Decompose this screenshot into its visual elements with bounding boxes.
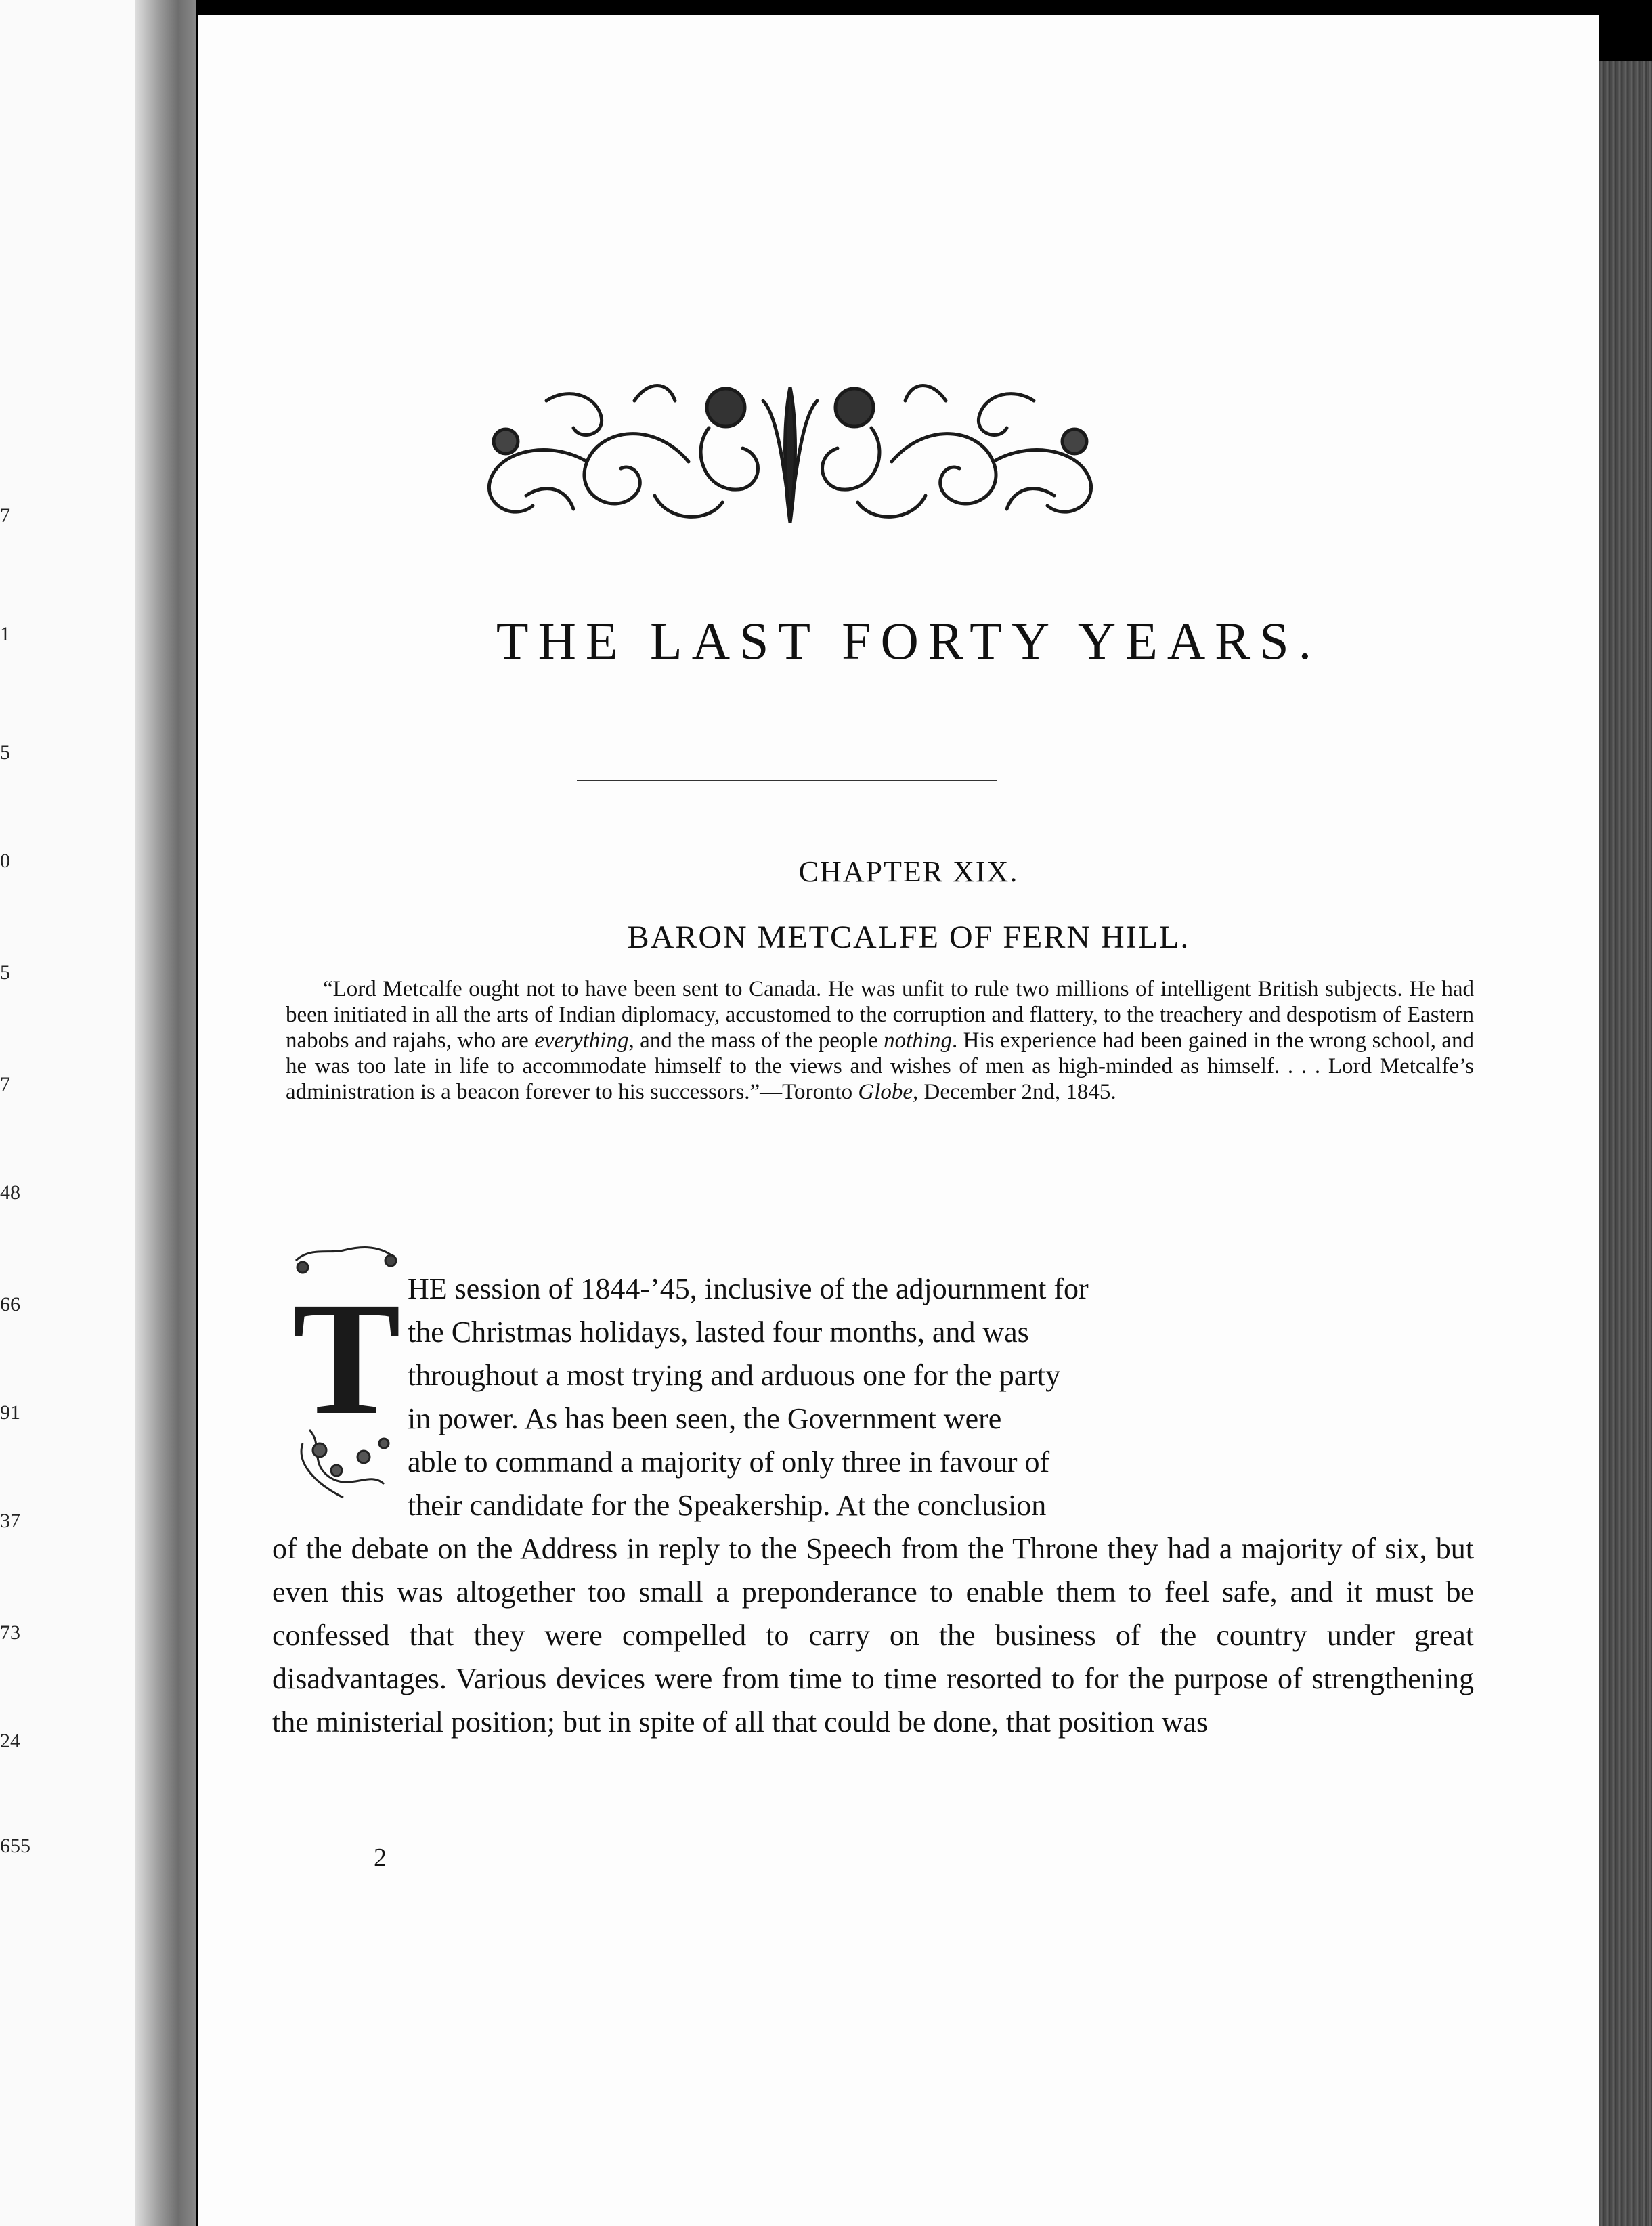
epigraph-text: , December 2nd, 1845.	[913, 1080, 1116, 1104]
epigraph-text: “Lord Metcalfe ought not to have been sent to Canada. He was unfit to rule two millions of intelligent British subjects. He had been initiated in all the arts of Indian diplomacy, accustomed to the corruption and flattery, to the treachery and despotism of Eastern nabobs and rajahs, who are	[286, 977, 1474, 1053]
body-line: the Christmas holidays, lasted four months, and was	[408, 1315, 1029, 1349]
epigraph-quote	[286, 976, 1474, 1105]
edge-number: 66	[0, 1293, 20, 1315]
body-line: their candidate for the Speakership. At the conclusion	[408, 1489, 1047, 1522]
body-paragraph	[272, 1267, 1474, 1744]
edge-number: 91	[0, 1401, 20, 1424]
edge-number: 48	[0, 1181, 20, 1204]
page-stack-edge	[1599, 61, 1652, 2226]
edge-number: 24	[0, 1730, 20, 1752]
body-line: in power. As has been seen, the Government were	[408, 1402, 1002, 1435]
body-line: throughout a most trying and arduous one for the party	[408, 1359, 1061, 1392]
epigraph-italic: nothing	[884, 1028, 952, 1053]
chapter-title: BARON METCALFE OF FERN HILL.	[627, 919, 1190, 955]
drop-cap-letter: T	[292, 1268, 401, 1448]
body-paragraph-rest: of the debate on the Address in reply to the Speech from the Throne they had a majority of six, but even this was altogether too small a preponderance to enable them to feel safe, and it must be confessed that they were compelled to carry on the business of the country under great disadvantages. Various devices were from time to time resorted to for the purpose of strengthening the ministerial position; but in spite of all that could be done, that position was	[272, 1532, 1474, 1739]
edge-number: 73	[0, 1621, 20, 1644]
epigraph-source-italic: Globe	[858, 1080, 913, 1104]
edge-number: 5	[0, 741, 10, 764]
edge-number: 7	[0, 1073, 10, 1095]
epigraph-text: . His experience had been gained in the wrong school, and he was too late in life to accommodate himself to the views and wishes of men as high-minded as himself. . . . Lord Metcalfe’s administration is a beacon forever to his successors.”—Toronto	[286, 1028, 1475, 1104]
book-page	[198, 15, 1599, 2226]
edge-number: 0	[0, 850, 10, 872]
edge-number: 5	[0, 961, 10, 984]
edge-number: 1	[0, 623, 10, 645]
running-book-title: THE LAST FORTY YEARS.	[496, 611, 1322, 670]
edge-number: 655	[0, 1835, 30, 1857]
epigraph-italic: everything	[534, 1028, 629, 1053]
previous-page-edge	[0, 0, 135, 2226]
edge-number: 7	[0, 504, 10, 527]
chapter-number: CHAPTER XIX.	[798, 855, 1019, 888]
book-gutter	[135, 0, 196, 2226]
body-line: HE session of 1844-’45, inclusive of the adjournment for	[408, 1272, 1089, 1305]
ornamental-headpiece	[465, 360, 1115, 536]
epigraph-text: , and the mass of the people	[628, 1028, 884, 1053]
body-line: able to command a majority of only three in favour of	[408, 1445, 1050, 1479]
edge-number: 37	[0, 1510, 20, 1532]
title-rule	[577, 780, 997, 781]
page-number: 2	[374, 1843, 387, 1872]
